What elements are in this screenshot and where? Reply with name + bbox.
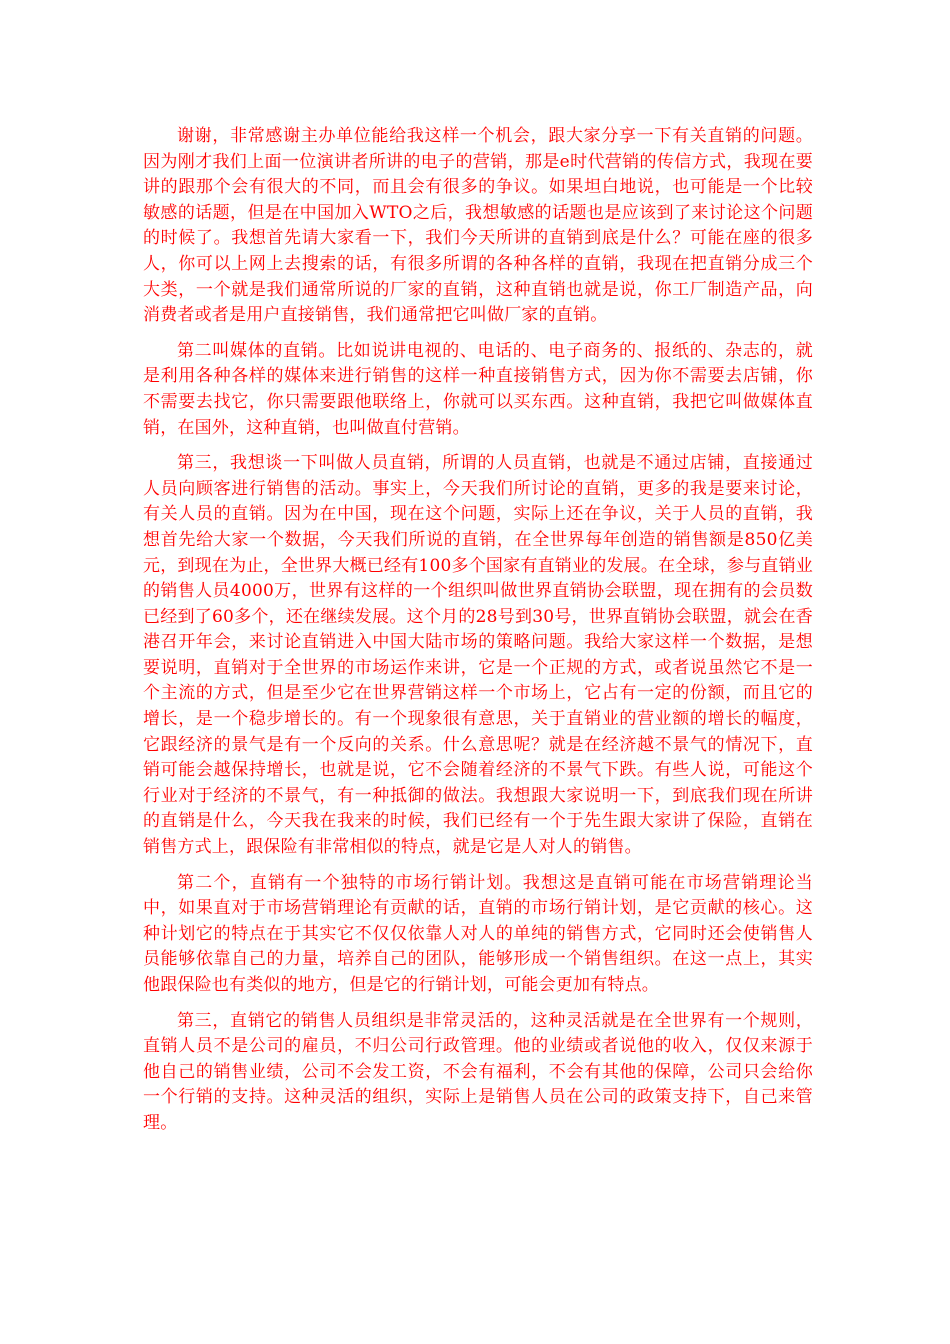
paragraph-personnel-direct-sales: 第三，我想谈一下叫做人员直销，所谓的人员直销，也就是不通过店铺，直接通过人员向顾客进行销售的活动。事实上，今天我们所讨论的直销，更多的我是要来讨论，有关人员的直销。因为在中国，现在这个问题，实际上还在争议，关于人员的直销，我想首先给大家一个数据，今天我们所说的直销，在全世界每年创造的销售额是850亿美元，到现在为止，全世界大概已经有100多个国家有直销业的发展。在全球，参与直销业的销售人员4000万，世界有这样的一个组织叫做世界直销协会联盟，现在拥有的会员数已经到了60多个，还在继续发展。这个月的28号到30号，世界直销协会联盟，就会在香港召开年会，来讨论直销进入中国大陆市场的策略问题。我给大家这样一个数据，是想要说明，直销对于全世界的市场运作来讲，它是一个正规的方式，或者说虽然它不是一个主流的方式，但是至少它在世界营销这样一个市场上，它占有一定的份额，而且它的增长，是一个稳步增长的。有一个现象很有意思，关于直销业的营业额的增长的幅度，它跟经济的景气是有一个反向的关系。什么意思呢？就是在经济越不景气的情况下，直销可能会越保持增长，也就是说，它不会随着经济的不景气下跌。有些人说，可能这个行业对于经济的不景气，有一种抵御的做法。我想跟大家说明一下，到底我们现在所讲的直销是什么，今天我在我来的时候，我们已经有一个于先生跟大家讲了保险，直销在销售方式上，跟保险有非常相似的特点，就是它是人对人的销售。 xyxy=(143,453,813,858)
paragraph-intro: 谢谢，非常感谢主办单位能给我这样一个机会，跟大家分享一下有关直销的问题。因为刚才我们上面一位演讲者所讲的电子的营销，那是e时代营销的传信方式，我现在要讲的跟那个会有很大的不同，而且会有很多的争议。如果坦白地说，也可能是一个比较敏感的话题，但是在中国加入WTO之后，我想敏感的话题也是应该到了来讨论这个问题的时候了。我想首先请大家看一下，我们今天所讲的直销到底是什么？可能在座的很多人，你可以上网上去搜索的话，有很多所谓的各种各样的直销，我现在把直销分成三个大类，一个就是我们通常所说的厂家的直销，这种直销也就是说，你工厂制造产品，向消费者或者是用户直接销售，我们通常把它叫做厂家的直销。 xyxy=(143,126,813,326)
paragraph-flexible-organization: 第三，直销它的销售人员组织是非常灵活的，这种灵活就是在全世界有一个规则，直销人员不是公司的雇员，不归公司行政管理。他的业绩或者说他的收入，仅仅来源于他自己的销售业绩，公司不会发工资，不会有福利，不会有其他的保障，公司只会给你一个行销的支持。这种灵活的组织，实际上是销售人员在公司的政策支持下，自己来管理。 xyxy=(143,1010,813,1133)
paragraph-media-direct-sales: 第二叫媒体的直销。比如说讲电视的、电话的、电子商务的、报纸的、杂志的，就是利用各种各样的媒体来进行销售的这样一种直接销售方式，因为你不需要去店铺，你不需要去找它，你只需要跟他联络上，你就可以买东西。这种直销，我把它叫做媒体直销，在国外，这种直销，也叫做直付营销。 xyxy=(143,340,813,438)
document-body xyxy=(143,124,813,1147)
paragraph-marketing-plan: 第二个，直销有一个独特的市场行销计划。我想这是直销可能在市场营销理论当中，如果直对于市场营销理论有贡献的话，直销的市场行销计划，是它贡献的核心。这种计划它的特点在于其实它不仅仅依靠人对人的单纯的销售方式，它同时还会使销售人员能够依靠自己的力量，培养自己的团队，能够形成一个销售组织。在这一点上，其实他跟保险也有类似的地方，但是它的行销计划，可能会更加有特点。 xyxy=(143,872,813,995)
